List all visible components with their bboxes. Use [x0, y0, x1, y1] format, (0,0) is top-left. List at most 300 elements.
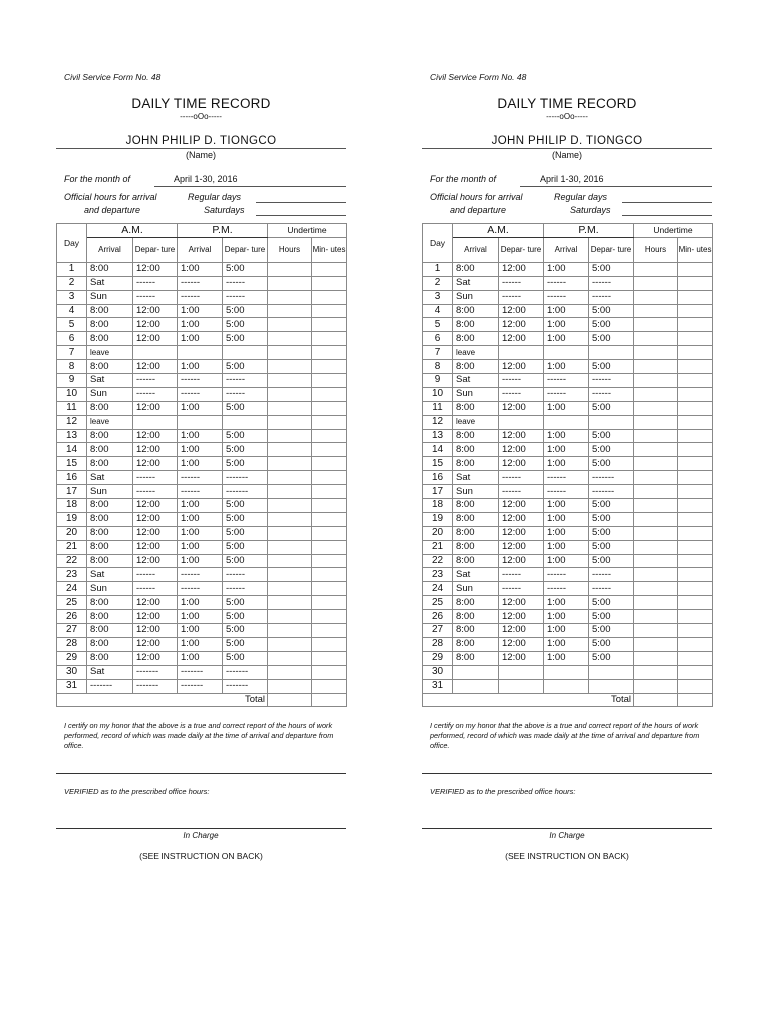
- am-arrival: [453, 665, 499, 679]
- undertime-hours: [634, 304, 678, 318]
- pm-arrival: 1:00: [544, 304, 589, 318]
- pm-arrival: ------: [544, 485, 589, 499]
- day-number: 15: [423, 457, 453, 471]
- pm-arrival: [544, 415, 589, 429]
- am-arrival: 8:00: [453, 610, 499, 624]
- am-departure: 12:00: [133, 637, 178, 651]
- certification-text: I certify on my honor that the above is a true and correct report of the hours of work performed, record of which was made daily at the time of arrival and departure from office.: [64, 721, 334, 751]
- table-row: [423, 679, 713, 693]
- pm-departure: ------: [223, 387, 268, 401]
- total-minutes: [678, 693, 713, 707]
- pm-departure: -------: [223, 485, 268, 499]
- undertime-minutes: [312, 374, 347, 388]
- am-arrival: Sun: [453, 387, 499, 401]
- undertime-hours: [634, 318, 678, 332]
- table-row: [57, 387, 347, 401]
- am-departure: 12:00: [499, 429, 544, 443]
- undertime-minutes: [678, 276, 713, 290]
- pm-departure: 5:00: [589, 624, 634, 638]
- official-hours-label-2: and departure: [450, 205, 507, 215]
- pm-arrival: [178, 346, 223, 360]
- undertime-hours: [634, 443, 678, 457]
- pm-departure: [223, 415, 268, 429]
- am-arrival: 8:00: [87, 624, 133, 638]
- header-am-departure: Depar- ture: [133, 237, 178, 262]
- pm-arrival: ------: [178, 387, 223, 401]
- pm-arrival: 1:00: [544, 624, 589, 638]
- table-row: [57, 568, 347, 582]
- total-hours: [634, 693, 678, 707]
- table-row: [57, 610, 347, 624]
- table-row: [57, 596, 347, 610]
- pm-arrival: ------: [544, 582, 589, 596]
- form-title: DAILY TIME RECORD: [497, 96, 637, 111]
- day-number: 27: [423, 624, 453, 638]
- total-minutes: [312, 693, 347, 707]
- saturdays-label: Saturdays: [204, 205, 245, 215]
- pm-arrival: -------: [178, 679, 223, 693]
- pm-arrival: ------: [178, 290, 223, 304]
- form-number: Civil Service Form No. 48: [430, 72, 527, 82]
- name-label: (Name): [185, 150, 216, 160]
- undertime-minutes: [312, 262, 347, 276]
- undertime-hours: [634, 526, 678, 540]
- pm-departure: 5:00: [223, 596, 268, 610]
- am-departure: 12:00: [499, 610, 544, 624]
- pm-departure: 5:00: [223, 610, 268, 624]
- undertime-hours: [634, 332, 678, 346]
- undertime-minutes: [312, 332, 347, 346]
- table-row: [57, 512, 347, 526]
- pm-departure: -------: [223, 471, 268, 485]
- undertime-minutes: [312, 596, 347, 610]
- day-number: 24: [57, 582, 87, 596]
- employee-name: JOHN PHILIP D. TIONGCO: [56, 135, 346, 149]
- table-row: [423, 346, 713, 360]
- pm-departure: [223, 346, 268, 360]
- am-departure: ------: [499, 471, 544, 485]
- table-row: [57, 374, 347, 388]
- table-row: [423, 665, 713, 679]
- table-row: [57, 401, 347, 415]
- undertime-minutes: [678, 610, 713, 624]
- header-day: Day: [57, 224, 87, 263]
- pm-arrival: [544, 679, 589, 693]
- am-departure: 12:00: [133, 610, 178, 624]
- total-label: Total: [57, 693, 268, 707]
- day-number: 10: [57, 387, 87, 401]
- table-row: [57, 526, 347, 540]
- pm-arrival: 1:00: [544, 429, 589, 443]
- pm-departure: 5:00: [589, 401, 634, 415]
- header-undertime: Undertime: [268, 224, 347, 238]
- regular-days-line: [256, 202, 346, 203]
- day-number: 19: [423, 512, 453, 526]
- am-arrival: 8:00: [87, 554, 133, 568]
- pm-departure: 5:00: [589, 360, 634, 374]
- am-arrival: 8:00: [87, 610, 133, 624]
- dtr-form-right: [422, 72, 712, 861]
- day-number: 4: [423, 304, 453, 318]
- regular-days-label: Regular days: [554, 192, 608, 202]
- table-row: [423, 610, 713, 624]
- day-number: 28: [423, 637, 453, 651]
- day-number: 12: [57, 415, 87, 429]
- undertime-hours: [634, 374, 678, 388]
- pm-arrival: ------: [178, 471, 223, 485]
- employee-signature-line: [422, 773, 712, 774]
- undertime-minutes: [678, 457, 713, 471]
- am-arrival: Sat: [453, 471, 499, 485]
- undertime-hours: [268, 443, 312, 457]
- am-arrival: 8:00: [87, 512, 133, 526]
- in-charge-signature-line: [422, 828, 712, 829]
- day-number: 1: [423, 262, 453, 276]
- am-arrival: Sat: [453, 374, 499, 388]
- pm-departure: 5:00: [589, 262, 634, 276]
- table-row: [423, 401, 713, 415]
- table-row: [57, 540, 347, 554]
- am-arrival: 8:00: [453, 540, 499, 554]
- day-number: 15: [57, 457, 87, 471]
- undertime-minutes: [678, 471, 713, 485]
- day-number: 5: [57, 318, 87, 332]
- table-row: [423, 596, 713, 610]
- am-departure: ------: [499, 290, 544, 304]
- undertime-hours: [268, 512, 312, 526]
- undertime-minutes: [312, 485, 347, 499]
- table-row: [423, 290, 713, 304]
- undertime-hours: [268, 290, 312, 304]
- pm-arrival: ------: [544, 568, 589, 582]
- day-number: 27: [57, 624, 87, 638]
- am-departure: 12:00: [133, 401, 178, 415]
- pm-arrival: 1:00: [544, 401, 589, 415]
- am-arrival: Sat: [453, 568, 499, 582]
- pm-arrival: 1:00: [178, 443, 223, 457]
- am-arrival: Sun: [453, 485, 499, 499]
- am-arrival: 8:00: [453, 332, 499, 346]
- undertime-minutes: [678, 443, 713, 457]
- undertime-hours: [268, 346, 312, 360]
- pm-departure: 5:00: [589, 332, 634, 346]
- day-number: 31: [57, 679, 87, 693]
- undertime-hours: [634, 540, 678, 554]
- day-number: 8: [423, 360, 453, 374]
- undertime-hours: [268, 457, 312, 471]
- am-departure: [499, 665, 544, 679]
- pm-departure: ------: [223, 374, 268, 388]
- table-row: [57, 485, 347, 499]
- am-departure: 12:00: [133, 526, 178, 540]
- am-departure: 12:00: [133, 540, 178, 554]
- pm-arrival: 1:00: [178, 512, 223, 526]
- table-row: [423, 512, 713, 526]
- day-number: 18: [423, 499, 453, 513]
- verified-label: VERIFIED as to the prescribed office hours:: [64, 787, 210, 797]
- certification-text: I certify on my honor that the above is a true and correct report of the hours of work performed, record of which was made daily at the time of arrival and departure from office.: [430, 721, 700, 751]
- am-departure: [133, 346, 178, 360]
- undertime-hours: [634, 679, 678, 693]
- table-row: [423, 651, 713, 665]
- instruction-note: (SEE INSTRUCTION ON BACK): [139, 851, 263, 862]
- am-arrival: Sun: [87, 387, 133, 401]
- pm-arrival: 1:00: [544, 637, 589, 651]
- pm-arrival: ------: [544, 290, 589, 304]
- am-arrival: Sat: [453, 276, 499, 290]
- undertime-minutes: [678, 582, 713, 596]
- saturdays-line: [256, 215, 346, 216]
- pm-arrival: 1:00: [178, 332, 223, 346]
- table-row: [423, 554, 713, 568]
- pm-departure: 5:00: [223, 429, 268, 443]
- am-arrival: Sun: [87, 485, 133, 499]
- am-departure: 12:00: [499, 596, 544, 610]
- undertime-minutes: [312, 471, 347, 485]
- am-arrival: 8:00: [453, 318, 499, 332]
- official-hours: [422, 192, 712, 220]
- day-number: 21: [423, 540, 453, 554]
- am-departure: 12:00: [499, 651, 544, 665]
- day-number: 23: [57, 568, 87, 582]
- am-arrival: 8:00: [87, 526, 133, 540]
- day-number: 24: [423, 582, 453, 596]
- pm-arrival: 1:00: [178, 304, 223, 318]
- in-charge-label: In Charge: [549, 831, 585, 841]
- pm-departure: -------: [223, 665, 268, 679]
- pm-departure: 5:00: [589, 304, 634, 318]
- pm-departure: ------: [223, 568, 268, 582]
- am-arrival: 8:00: [87, 443, 133, 457]
- undertime-minutes: [678, 290, 713, 304]
- undertime-hours: [268, 415, 312, 429]
- pm-departure: 5:00: [223, 401, 268, 415]
- am-departure: 12:00: [499, 401, 544, 415]
- undertime-hours: [268, 651, 312, 665]
- day-number: 7: [57, 346, 87, 360]
- undertime-minutes: [312, 679, 347, 693]
- undertime-minutes: [678, 374, 713, 388]
- day-number: 11: [57, 401, 87, 415]
- pm-departure: [589, 415, 634, 429]
- title-divider: -----oOo-----: [546, 112, 588, 121]
- pm-arrival: ------: [544, 276, 589, 290]
- undertime-hours: [634, 665, 678, 679]
- am-departure: 12:00: [499, 526, 544, 540]
- day-number: 13: [423, 429, 453, 443]
- undertime-minutes: [312, 360, 347, 374]
- pm-departure: 5:00: [589, 610, 634, 624]
- pm-arrival: 1:00: [178, 637, 223, 651]
- undertime-minutes: [678, 387, 713, 401]
- am-departure: 12:00: [133, 596, 178, 610]
- pm-arrival: ------: [544, 471, 589, 485]
- am-arrival: 8:00: [453, 596, 499, 610]
- pm-arrival: 1:00: [178, 499, 223, 513]
- am-departure: 12:00: [133, 360, 178, 374]
- undertime-minutes: [312, 387, 347, 401]
- undertime-minutes: [312, 290, 347, 304]
- pm-departure: ------: [589, 582, 634, 596]
- day-number: 5: [423, 318, 453, 332]
- undertime-hours: [634, 554, 678, 568]
- undertime-hours: [268, 582, 312, 596]
- am-departure: ------: [133, 374, 178, 388]
- am-arrival: 8:00: [453, 554, 499, 568]
- pm-arrival: 1:00: [178, 554, 223, 568]
- undertime-minutes: [678, 665, 713, 679]
- pm-departure: [589, 665, 634, 679]
- undertime-minutes: [678, 415, 713, 429]
- undertime-minutes: [312, 582, 347, 596]
- am-departure: 12:00: [499, 540, 544, 554]
- pm-arrival: [544, 665, 589, 679]
- am-arrival: 8:00: [453, 637, 499, 651]
- pm-departure: -------: [223, 679, 268, 693]
- am-departure: [499, 415, 544, 429]
- undertime-hours: [634, 485, 678, 499]
- pm-departure: ------: [589, 276, 634, 290]
- time-record-table: [56, 223, 347, 707]
- am-departure: ------: [499, 485, 544, 499]
- undertime-minutes: [312, 665, 347, 679]
- undertime-hours: [634, 624, 678, 638]
- pm-arrival: 1:00: [178, 318, 223, 332]
- am-arrival: -------: [87, 679, 133, 693]
- am-departure: 12:00: [133, 651, 178, 665]
- pm-arrival: 1:00: [544, 651, 589, 665]
- day-number: 9: [423, 374, 453, 388]
- pm-departure: 5:00: [223, 554, 268, 568]
- day-number: 30: [57, 665, 87, 679]
- undertime-hours: [268, 485, 312, 499]
- table-row: [57, 415, 347, 429]
- undertime-hours: [268, 610, 312, 624]
- in-charge-label: In Charge: [183, 831, 219, 841]
- am-departure: 12:00: [133, 304, 178, 318]
- pm-departure: 5:00: [223, 332, 268, 346]
- table-body: [57, 262, 347, 693]
- day-number: 20: [57, 526, 87, 540]
- form-title: DAILY TIME RECORD: [131, 96, 271, 111]
- form-number: Civil Service Form No. 48: [64, 72, 161, 82]
- pm-departure: 5:00: [589, 457, 634, 471]
- header-pm: P.M.: [544, 224, 634, 238]
- pm-arrival: 1:00: [178, 526, 223, 540]
- day-number: 3: [423, 290, 453, 304]
- pm-arrival: 1:00: [178, 624, 223, 638]
- table-row: [423, 443, 713, 457]
- official-hours-label-2: and departure: [84, 205, 141, 215]
- table-row: [423, 262, 713, 276]
- pm-departure: ------: [589, 290, 634, 304]
- pm-departure: 5:00: [589, 596, 634, 610]
- table-row: [423, 429, 713, 443]
- undertime-minutes: [678, 332, 713, 346]
- pm-arrival: 1:00: [544, 499, 589, 513]
- table-row: [57, 457, 347, 471]
- pm-arrival: 1:00: [544, 318, 589, 332]
- day-number: 2: [423, 276, 453, 290]
- day-number: 1: [57, 262, 87, 276]
- pm-arrival: 1:00: [178, 401, 223, 415]
- undertime-hours: [268, 262, 312, 276]
- day-number: 25: [423, 596, 453, 610]
- pm-arrival: 1:00: [544, 596, 589, 610]
- table-row: [57, 318, 347, 332]
- pm-departure: 5:00: [589, 429, 634, 443]
- undertime-hours: [268, 596, 312, 610]
- am-arrival: Sun: [87, 290, 133, 304]
- pm-departure: [589, 346, 634, 360]
- header-pm-departure: Depar- ture: [589, 237, 634, 262]
- undertime-minutes: [678, 651, 713, 665]
- am-departure: 12:00: [499, 499, 544, 513]
- table-row: [57, 624, 347, 638]
- header-undertime: Undertime: [634, 224, 713, 238]
- undertime-minutes: [312, 318, 347, 332]
- pm-arrival: ------: [178, 276, 223, 290]
- am-arrival: Sun: [453, 290, 499, 304]
- header-day: Day: [423, 224, 453, 263]
- undertime-hours: [268, 679, 312, 693]
- am-arrival: 8:00: [453, 526, 499, 540]
- table-row: [423, 415, 713, 429]
- table-row: [57, 429, 347, 443]
- am-departure: ------: [133, 276, 178, 290]
- am-departure: 12:00: [499, 443, 544, 457]
- am-arrival: 8:00: [87, 457, 133, 471]
- am-arrival: leave: [453, 415, 499, 429]
- am-arrival: 8:00: [87, 318, 133, 332]
- total-hours: [268, 693, 312, 707]
- undertime-hours: [268, 540, 312, 554]
- table-row: [57, 471, 347, 485]
- pm-departure: 5:00: [223, 540, 268, 554]
- pm-departure: ------: [589, 568, 634, 582]
- month-row: [56, 174, 346, 188]
- undertime-hours: [634, 596, 678, 610]
- undertime-hours: [634, 499, 678, 513]
- am-arrival: leave: [87, 346, 133, 360]
- am-departure: ------: [133, 471, 178, 485]
- day-number: 21: [57, 540, 87, 554]
- table-row: [57, 443, 347, 457]
- am-arrival: 8:00: [87, 332, 133, 346]
- saturdays-line: [622, 215, 712, 216]
- day-number: 29: [57, 651, 87, 665]
- am-departure: 12:00: [133, 429, 178, 443]
- am-departure: 12:00: [133, 457, 178, 471]
- am-arrival: 8:00: [453, 512, 499, 526]
- undertime-hours: [268, 318, 312, 332]
- day-number: 12: [423, 415, 453, 429]
- am-arrival: leave: [87, 415, 133, 429]
- pm-arrival: 1:00: [178, 596, 223, 610]
- pm-arrival: 1:00: [544, 512, 589, 526]
- am-arrival: 8:00: [87, 429, 133, 443]
- day-number: 16: [57, 471, 87, 485]
- am-departure: ------: [133, 568, 178, 582]
- table-row: [57, 346, 347, 360]
- pm-arrival: -------: [178, 665, 223, 679]
- undertime-minutes: [678, 596, 713, 610]
- undertime-hours: [268, 401, 312, 415]
- official-hours-label: Official hours for arrival: [64, 192, 157, 202]
- am-departure: ------: [499, 582, 544, 596]
- am-arrival: 8:00: [87, 360, 133, 374]
- pm-departure: 5:00: [589, 443, 634, 457]
